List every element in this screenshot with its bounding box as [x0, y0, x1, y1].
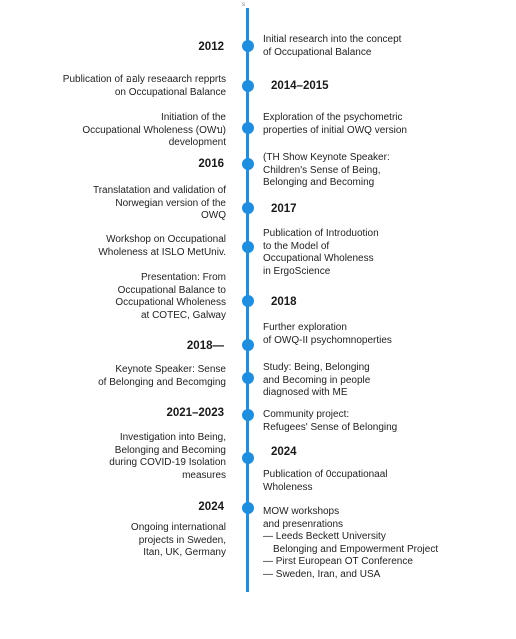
year-2018-left: 2018— [186, 340, 224, 352]
year-2016: 2016 [198, 158, 224, 170]
entry-keynote-children [263, 152, 390, 190]
entry-psychometric [263, 112, 407, 137]
entry-line: Investigation into Being, [119, 432, 226, 443]
top-mark: s [242, 2, 245, 8]
year-2017: 2017 [271, 203, 297, 215]
entry-line: Norwegian version of the [115, 197, 226, 209]
entry-line: OWQ [201, 210, 226, 222]
entry-initial-research [263, 34, 401, 59]
timeline-dot-2024-right [242, 452, 254, 464]
entry-line: to the Model of [263, 240, 330, 252]
entry-line: Children's Sense of Being, [263, 164, 381, 176]
entry-mow [263, 506, 438, 582]
entry-keynote-belonging [98, 364, 226, 389]
timeline-dot-2016 [242, 158, 254, 170]
entry-line: Publication of Introduotion [263, 228, 379, 239]
year-2024-right: 2024 [271, 446, 297, 458]
entry-owq-initiation [82, 112, 226, 150]
entry-line: Publication of ออly reseaarch repprts [62, 74, 226, 85]
timeline-dot-2012 [242, 40, 254, 52]
timeline-dot-2017 [242, 202, 254, 214]
entry-workshop-islo [98, 234, 226, 259]
entry-line: Occupational Wholeness [115, 297, 226, 309]
entry-line: Refugees' Sense of Belonging [263, 421, 398, 433]
entry-line: of OWQ-II psychomnoperties [263, 334, 392, 346]
entry-line: Initiation of the [160, 112, 226, 123]
timeline-dot-2024-left [242, 502, 254, 514]
entry-bullet: — Pirst European OT Conference [263, 556, 413, 568]
entry-line: at COTEC, Galway [140, 309, 226, 321]
entry-international [131, 522, 226, 560]
entry-line: during COVID-19 Isolation [109, 457, 226, 469]
entry-presentation-cotec [115, 272, 226, 322]
entry-line: Workshop on Occupational [106, 234, 226, 245]
entry-line: Exploration of the psychometric [263, 112, 403, 123]
year-2012: 2012 [198, 41, 224, 53]
entry-line: diagnosed with ME [263, 387, 348, 399]
entry-line: Belonging and Becoming [114, 444, 226, 456]
entry-line: (TH Show Keynote Speaker: [263, 152, 390, 163]
entry-line: MOW workshops [263, 506, 340, 517]
entry-bullet: Belonging and Empowerment Project [273, 543, 439, 555]
year-2024-left: 2024 [198, 501, 224, 513]
entry-line: and Becoming in people [263, 374, 371, 386]
timeline-dot-islo [242, 241, 254, 253]
entry-line: measures [182, 469, 226, 481]
entry-publication-ow [263, 469, 388, 494]
entry-line: on Occupational Balance [114, 86, 226, 98]
year-2021-2023: 2021–2023 [166, 407, 224, 419]
entry-study-me [263, 362, 370, 400]
entry-line: Keynote Speaker: Sense [115, 364, 226, 375]
entry-bullet: — Sweden, Iran, and USA [263, 568, 381, 580]
timeline-dot-2021 [242, 409, 254, 421]
entry-publication-intro [263, 228, 379, 278]
timeline-dot-2018 [242, 295, 254, 307]
entry-line: Study: Being, Belonging [263, 362, 370, 373]
year-2014-2015: 2014–2015 [271, 80, 329, 92]
timeline-dot-2018-left [242, 339, 254, 351]
entry-bullet: — Leeds Beckett University [263, 531, 386, 543]
entry-line: projects in Sweden, [138, 534, 226, 546]
entry-line: Ongoing international [130, 522, 226, 533]
entry-line: Initial research into the concept [263, 34, 402, 45]
year-2018: 2018 [271, 296, 297, 308]
entry-covid [109, 432, 226, 482]
timeline-dot-keynote [242, 372, 254, 384]
entry-line: Presentation: From [140, 272, 226, 283]
entry-owq2 [263, 322, 392, 347]
entry-line: properties of initial OWQ version [263, 124, 407, 136]
entry-line: of Occupational Balance [263, 46, 372, 58]
entry-line: and presenrations [263, 518, 344, 530]
entry-line: Itan, UK, Germany [143, 547, 226, 559]
entry-line: development [168, 137, 226, 149]
entry-line: Occupational Wholeness [263, 253, 374, 265]
entry-line: Wholeness at ISLO MetUniv. [98, 246, 226, 258]
entry-line: Translatation and validation of [92, 185, 226, 196]
entry-line: Belonging and Becoming [263, 177, 375, 189]
entry-publication-early [63, 74, 226, 99]
entry-line: Further exploration [263, 322, 347, 333]
entry-line: Occupational Balance to [117, 284, 226, 296]
timeline-dot-owq [242, 122, 254, 134]
timeline-dot-2014 [242, 80, 254, 92]
entry-line: Wholeness [263, 481, 313, 493]
entry-line: of Belonging and Becomging [98, 376, 226, 388]
entry-translation [93, 185, 226, 223]
entry-line: Publication of 0ccupationaal [263, 469, 388, 480]
entry-line: in ErgoScience [263, 265, 331, 277]
entry-line: Community project: [263, 409, 350, 420]
entry-community [263, 409, 397, 434]
entry-line: Occupational Wholeness (OWบ) [82, 124, 226, 136]
